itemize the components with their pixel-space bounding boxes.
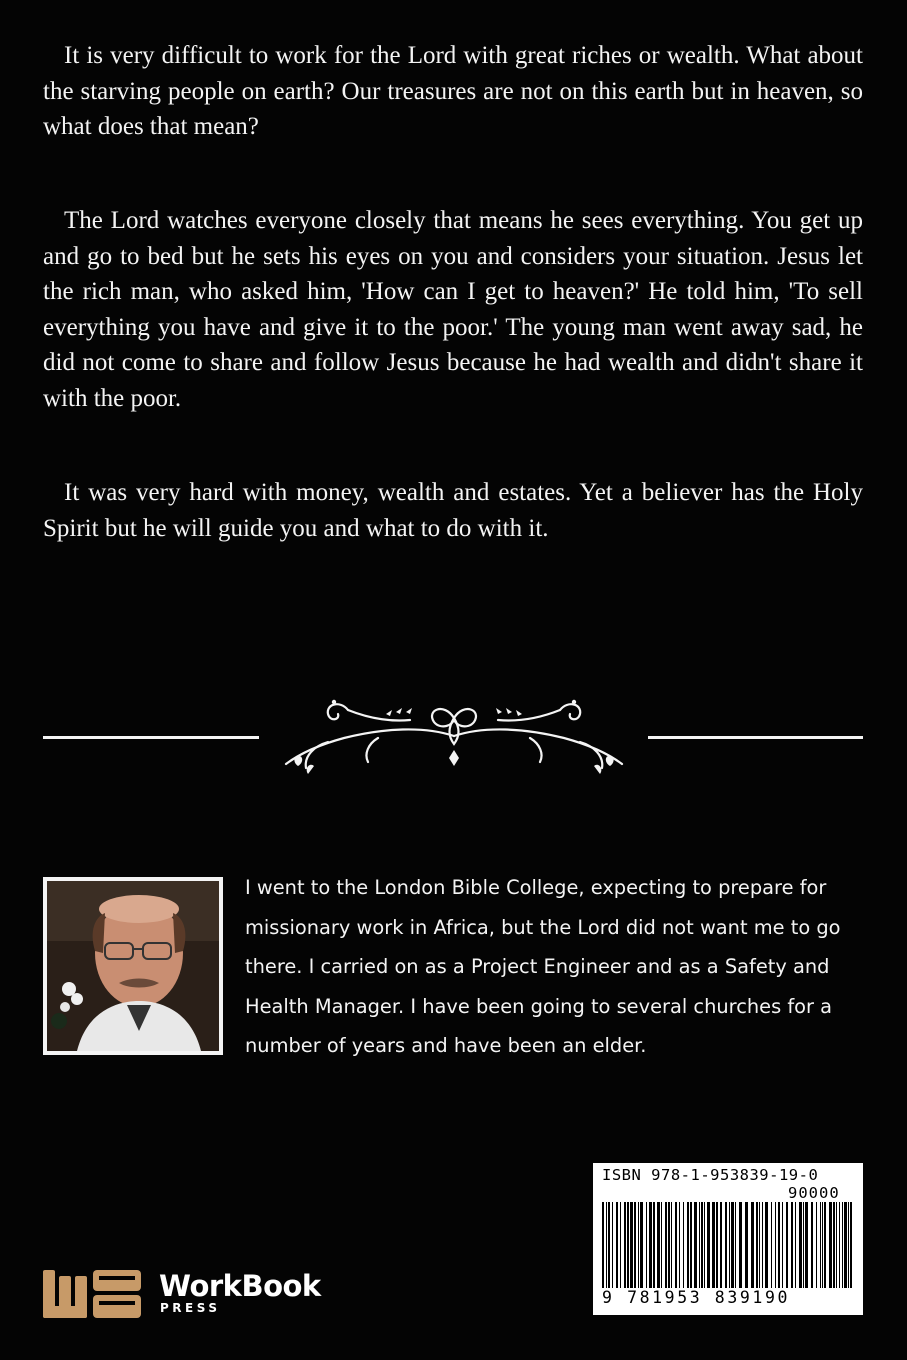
barcode-bars (602, 1202, 854, 1288)
barcode-digits: 9 781953 839190 (602, 1288, 791, 1307)
author-photo (43, 877, 223, 1055)
author-bio: I went to the London Bible College, expecting to prepare for missionary work in Africa, but the Lord did not want me to go there. I carried on as a Project Engineer and as a Safety and Health Manager. I have been going to several churches for a number of years and have been an elder. (245, 876, 841, 1058)
price-code: 90000 (788, 1184, 840, 1202)
ornament-flourish-icon (268, 688, 640, 784)
divider-left (43, 736, 259, 739)
isbn-barcode (593, 1163, 863, 1315)
divider-right (648, 736, 863, 739)
isbn-label: ISBN 978-1-953839-19-0 (602, 1166, 819, 1184)
publisher-subtitle: PRESS (160, 1301, 221, 1315)
body-paragraph-2: The Lord watches everyone closely that means he sees everything. You get up and go to bed but he sets his eyes on you and considers your situation. Jesus let the rich man, who asked him, 'How can I get to heaven?' He told him, 'To sell everything you have and give it to the poor.' The young man went away sad, he did not come to share and follow Jesus because he had wealth and didn't share it with the poor. (43, 207, 863, 412)
body-paragraph-1: It is very difficult to work for the Lord with great riches or wealth. What about the starving people on earth? Our treasures are not on this earth but in heaven, so what does that mean? (43, 42, 863, 140)
workbook-logo-icon (43, 1270, 143, 1318)
publisher-logo (43, 1268, 333, 1320)
body-paragraph-3: It was very hard with money, wealth and estates. Yet a believer has the Holy Spirit but he will guide you and what to do with it. (43, 479, 863, 542)
publisher-name: WorkBook (159, 1269, 321, 1303)
